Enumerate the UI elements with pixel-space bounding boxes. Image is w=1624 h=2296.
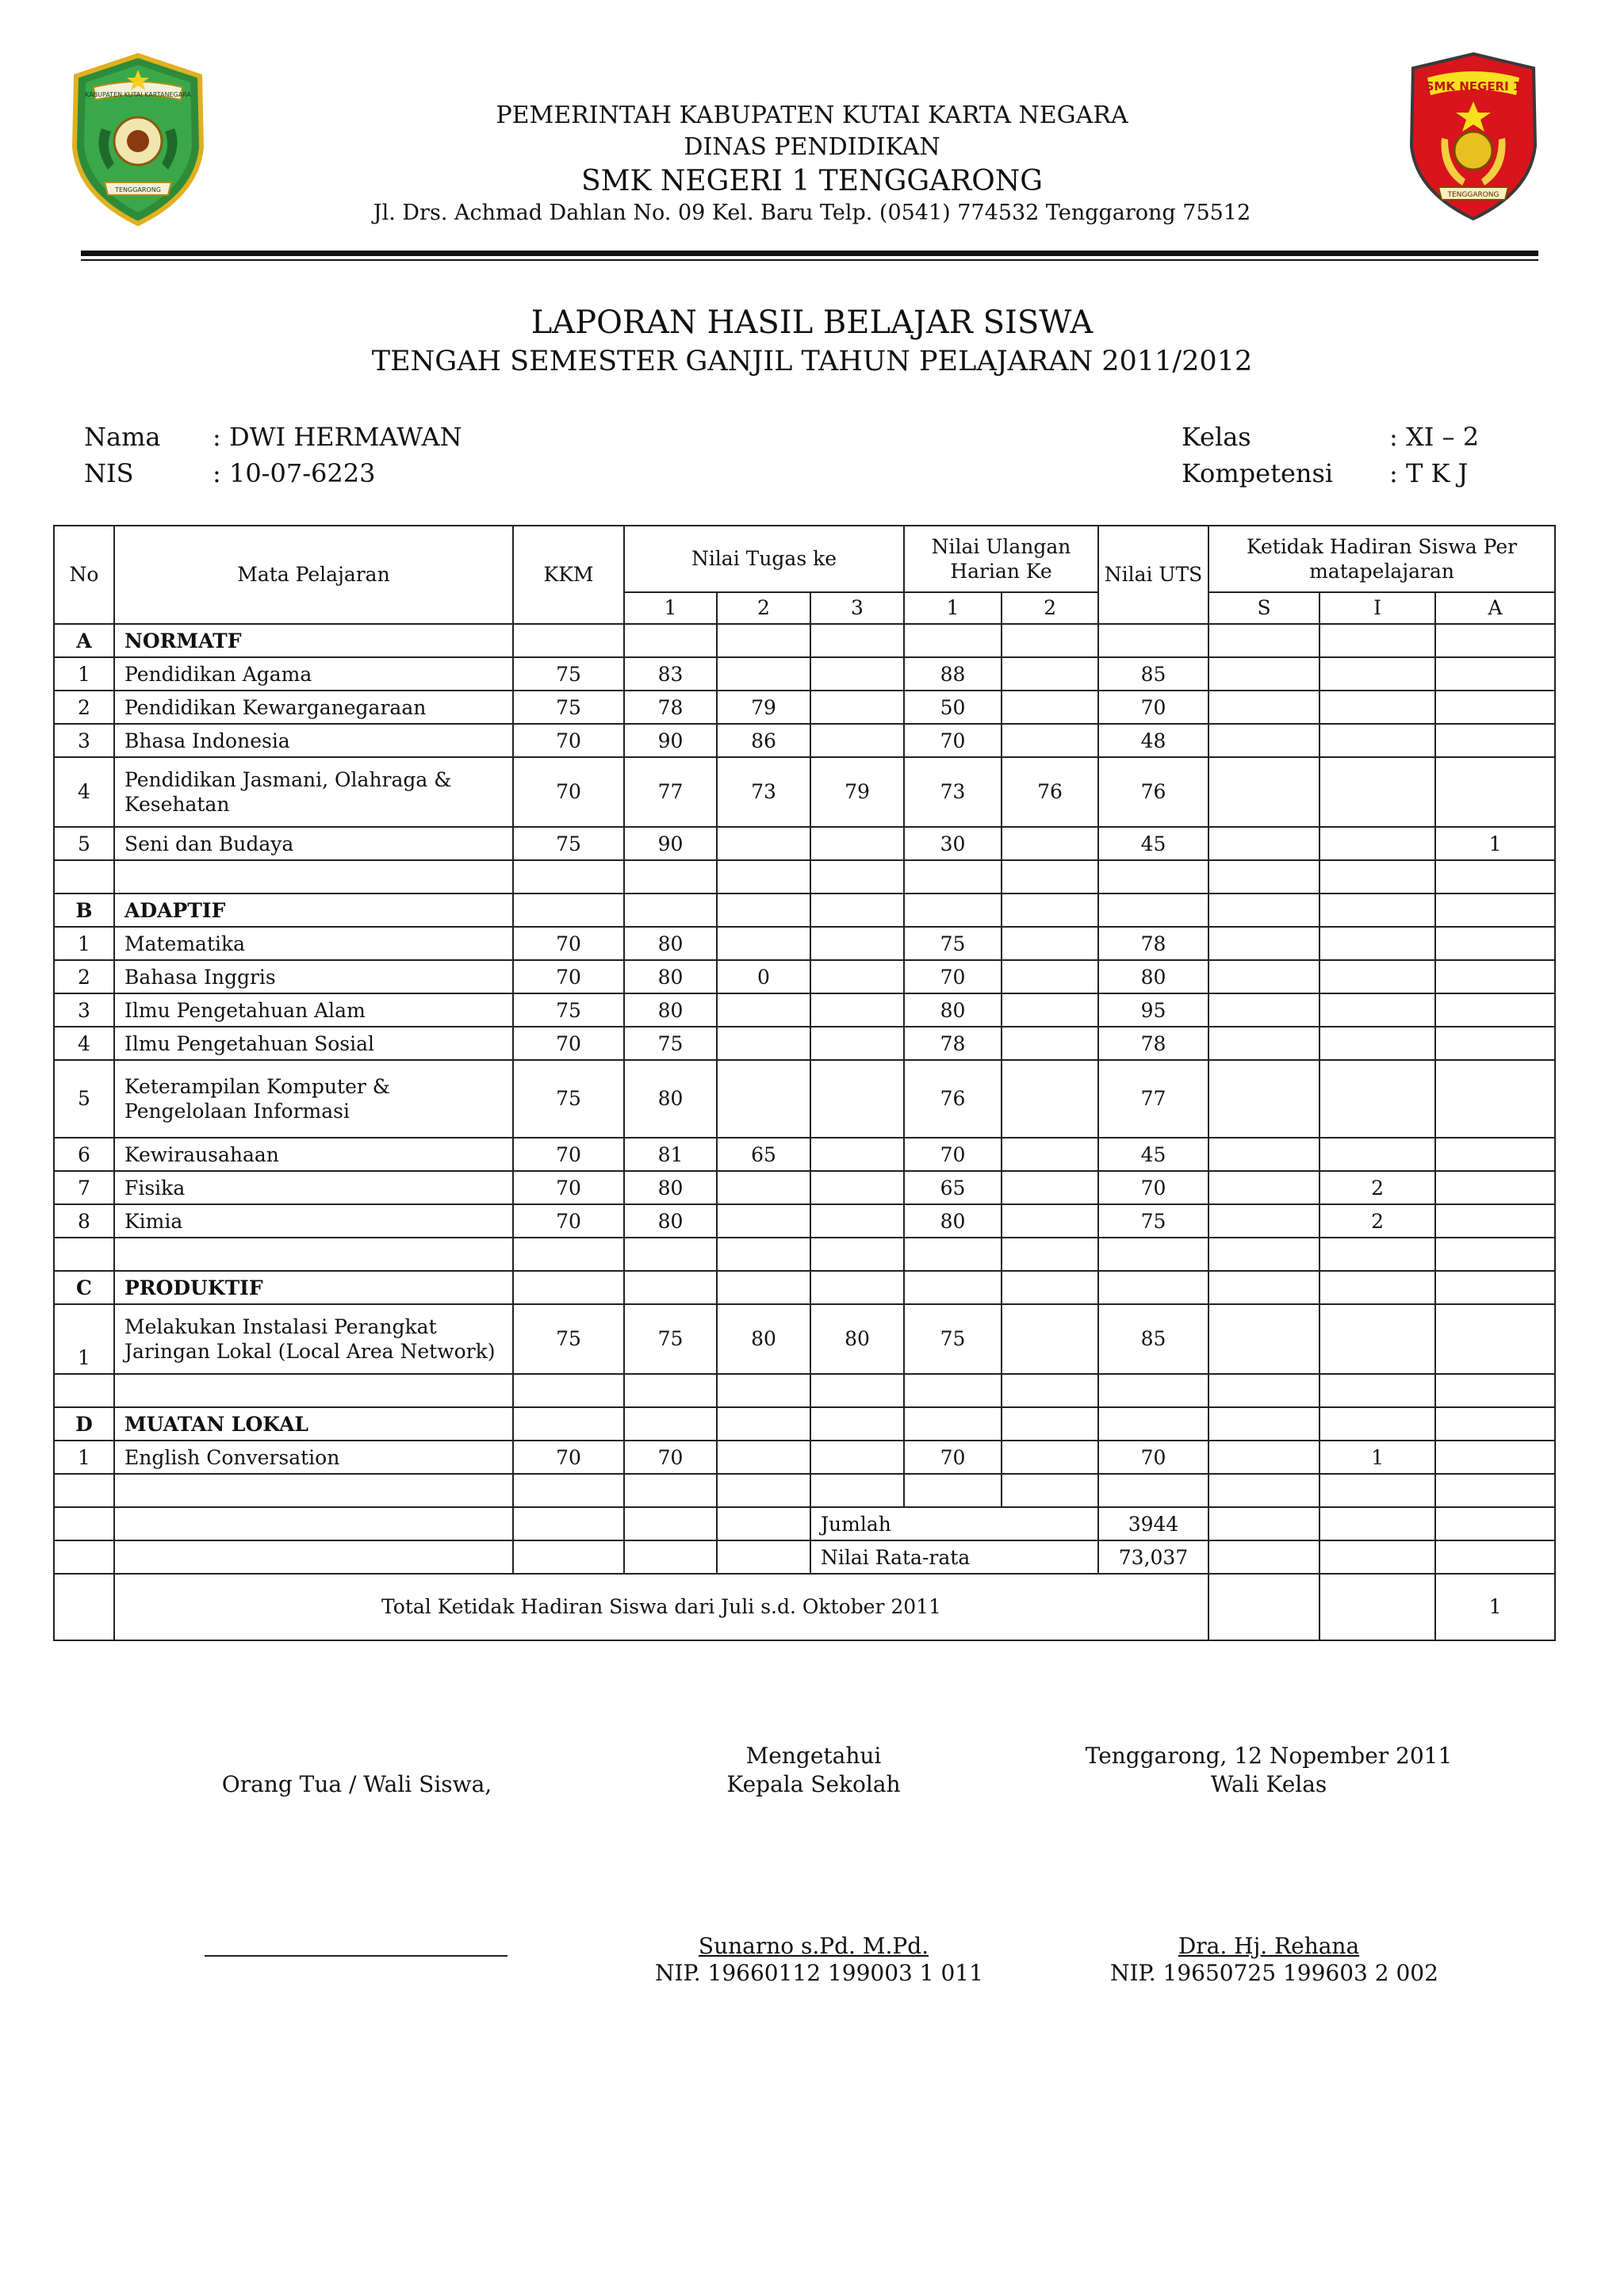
cell-mapel: Kewirausahaan — [114, 1138, 513, 1171]
subject-row — [54, 1304, 1555, 1374]
total-absence-i — [1320, 1574, 1435, 1640]
nis-label: NIS — [84, 458, 134, 488]
rata-rata-row — [54, 1540, 1555, 1574]
cell-alpa — [1435, 1060, 1555, 1138]
cell-ulangan-1: 88 — [904, 657, 1002, 691]
mengetahui-label: Mengetahui — [745, 1743, 882, 1769]
report-title: LAPORAN HASIL BELAJAR SISWA — [530, 304, 1094, 341]
cell-tugas-2 — [717, 1171, 810, 1204]
cell-sakit — [1208, 993, 1320, 1027]
section-name: MUATAN LOKAL — [114, 1407, 513, 1441]
cell-uts: 85 — [1098, 657, 1208, 691]
cell-tugas-3 — [810, 960, 904, 993]
cell-ulangan-1: 70 — [904, 1138, 1002, 1171]
cell-izin — [1320, 1138, 1435, 1171]
cell-izin — [1320, 691, 1435, 724]
letterhead-rule-thick — [81, 251, 1538, 256]
cell-alpa — [1435, 691, 1555, 724]
header-kkm: KKM — [513, 526, 624, 624]
section-name: ADAPTIF — [114, 894, 513, 927]
cell-uts: 75 — [1098, 1204, 1208, 1238]
cell-kkm: 75 — [513, 657, 624, 691]
cell-tugas-3 — [810, 827, 904, 860]
cell-alpa: 1 — [1435, 827, 1555, 860]
cell-mapel: Pendidikan Agama — [114, 657, 513, 691]
cell-izin: 2 — [1320, 1204, 1435, 1238]
kelas-label: Kelas — [1182, 422, 1251, 452]
cell-sakit — [1208, 657, 1320, 691]
wali-kelas-nip: NIP. 19650725 199603 2 002 — [1110, 1960, 1438, 1986]
cell-uts: 95 — [1098, 993, 1208, 1027]
cell-alpa — [1435, 1441, 1555, 1474]
cell-uts: 70 — [1098, 1171, 1208, 1204]
cell-kkm: 70 — [513, 1027, 624, 1060]
cell-alpa — [1435, 927, 1555, 960]
cell-tugas-2 — [717, 993, 810, 1027]
jumlah-row — [54, 1507, 1555, 1540]
subject-row — [54, 827, 1555, 860]
header-tugas: Nilai Tugas ke — [624, 526, 904, 592]
cell-kkm: 70 — [513, 1171, 624, 1204]
cell-alpa — [1435, 1171, 1555, 1204]
subject-row — [54, 657, 1555, 691]
parent-signature-line — [205, 1955, 508, 1957]
cell-tugas-2: 79 — [717, 691, 810, 724]
cell-ulangan-1: 70 — [904, 1441, 1002, 1474]
cell-ulangan-2 — [1002, 1138, 1098, 1171]
cell-no: 2 — [54, 691, 114, 724]
cell-tugas-1: 80 — [624, 927, 717, 960]
total-absence-row — [54, 1574, 1555, 1640]
cell-uts: 85 — [1098, 1304, 1208, 1374]
grades-table — [53, 525, 1556, 1641]
table-header-row — [54, 526, 1555, 592]
subject-row — [54, 757, 1555, 827]
cell-no: 1 — [54, 1304, 114, 1374]
header-tugas-1: 1 — [624, 592, 717, 624]
cell-tugas-2: 73 — [717, 757, 810, 827]
grades-body — [54, 624, 1555, 1507]
cell-kkm: 75 — [513, 827, 624, 860]
subject-row — [54, 1441, 1555, 1474]
cell-tugas-2 — [717, 1060, 810, 1138]
cell-ulangan-1: 80 — [904, 1204, 1002, 1238]
cell-alpa — [1435, 993, 1555, 1027]
total-absence-s — [1208, 1574, 1320, 1640]
cell-ulangan-2 — [1002, 1060, 1098, 1138]
cell-ulangan-1: 65 — [904, 1171, 1002, 1204]
cell-sakit — [1208, 1171, 1320, 1204]
cell-mapel: Pendidikan Kewarganegaraan — [114, 691, 513, 724]
subject-row — [54, 960, 1555, 993]
cell-mapel: Matematika — [114, 927, 513, 960]
subject-row — [54, 1138, 1555, 1171]
nis-value: : 10-07-6223 — [213, 458, 376, 488]
cell-uts: 48 — [1098, 724, 1208, 757]
cell-uts: 70 — [1098, 1441, 1208, 1474]
cell-sakit — [1208, 927, 1320, 960]
cell-ulangan-2 — [1002, 993, 1098, 1027]
place-date: Tenggarong, 12 Nopember 2011 — [1085, 1743, 1453, 1769]
header-izin: I — [1320, 592, 1435, 624]
cell-tugas-3 — [810, 1060, 904, 1138]
cell-ulangan-1: 80 — [904, 993, 1002, 1027]
cell-kkm: 70 — [513, 724, 624, 757]
cell-no: 5 — [54, 827, 114, 860]
cell-no: 2 — [54, 960, 114, 993]
cell-ulangan-2 — [1002, 960, 1098, 993]
blank-row — [54, 1474, 1555, 1507]
wali-kelas-label: Wali Kelas — [1210, 1771, 1327, 1797]
cell-sakit — [1208, 1027, 1320, 1060]
cell-alpa — [1435, 757, 1555, 827]
cell-tugas-1: 90 — [624, 827, 717, 860]
cell-tugas-3 — [810, 657, 904, 691]
section-code: D — [54, 1407, 114, 1441]
header-ulangan-2: 2 — [1002, 592, 1098, 624]
cell-mapel: Keterampilan Komputer & Pengelolaan Informasi — [114, 1060, 513, 1138]
cell-tugas-3 — [810, 1027, 904, 1060]
header-no: No — [54, 526, 114, 624]
cell-kkm: 70 — [513, 1138, 624, 1171]
cell-ulangan-1: 70 — [904, 724, 1002, 757]
cell-uts: 45 — [1098, 827, 1208, 860]
cell-no: 1 — [54, 1441, 114, 1474]
cell-sakit — [1208, 1304, 1320, 1374]
cell-tugas-2 — [717, 927, 810, 960]
cell-ulangan-2 — [1002, 927, 1098, 960]
cell-no: 1 — [54, 927, 114, 960]
cell-tugas-3 — [810, 1204, 904, 1238]
cell-tugas-1: 75 — [624, 1304, 717, 1374]
cell-ulangan-2: 76 — [1002, 757, 1098, 827]
cell-ulangan-2 — [1002, 1441, 1098, 1474]
total-absence-label: Total Ketidak Hadiran Siswa dari Juli s.d. Oktober 2011 — [114, 1574, 1208, 1640]
cell-kkm: 70 — [513, 927, 624, 960]
kepala-sekolah-name: Sunarno s.Pd. M.Pd. — [698, 1933, 929, 1959]
cell-alpa — [1435, 724, 1555, 757]
cell-izin — [1320, 1304, 1435, 1374]
section-code: B — [54, 894, 114, 927]
letterhead-rule-thin — [81, 259, 1538, 261]
cell-sakit — [1208, 724, 1320, 757]
cell-sakit — [1208, 827, 1320, 860]
blank-row — [54, 860, 1555, 894]
section-code: A — [54, 624, 114, 657]
subject-row — [54, 1060, 1555, 1138]
emblem-top-text: KABUPATEN KUTAI KARTANEGARA — [85, 91, 191, 98]
jumlah-value: 3944 — [1098, 1507, 1208, 1540]
cell-izin — [1320, 757, 1435, 827]
cell-alpa — [1435, 960, 1555, 993]
cell-tugas-3: 79 — [810, 757, 904, 827]
cell-sakit — [1208, 1060, 1320, 1138]
cell-sakit — [1208, 1138, 1320, 1171]
parent-signature-label: Orang Tua / Wali Siswa, — [221, 1771, 492, 1797]
cell-tugas-2 — [717, 827, 810, 860]
cell-ulangan-2 — [1002, 724, 1098, 757]
cell-alpa — [1435, 1304, 1555, 1374]
cell-tugas-1: 80 — [624, 993, 717, 1027]
cell-no: 4 — [54, 757, 114, 827]
kepala-sekolah-label: Kepala Sekolah — [726, 1771, 901, 1797]
rata-rata-value: 73,037 — [1098, 1540, 1208, 1574]
cell-uts: 80 — [1098, 960, 1208, 993]
cell-tugas-1: 70 — [624, 1441, 717, 1474]
header-tugas-2: 2 — [717, 592, 810, 624]
cell-uts: 45 — [1098, 1138, 1208, 1171]
header-mapel: Mata Pelajaran — [114, 526, 513, 624]
letterhead-department: DINAS PENDIDIKAN — [684, 133, 940, 161]
cell-tugas-3 — [810, 1441, 904, 1474]
cell-ulangan-2 — [1002, 1171, 1098, 1204]
cell-ulangan-1: 75 — [904, 1304, 1002, 1374]
cell-tugas-1: 80 — [624, 1171, 717, 1204]
cell-kkm: 75 — [513, 1060, 624, 1138]
cell-mapel: Pendidikan Jasmani, Olahraga & Kesehatan — [114, 757, 513, 827]
school-emblem-text: SMK NEGERI 1 — [1425, 79, 1522, 94]
cell-tugas-3 — [810, 724, 904, 757]
cell-tugas-1: 77 — [624, 757, 717, 827]
cell-tugas-1: 75 — [624, 1027, 717, 1060]
subject-row — [54, 1204, 1555, 1238]
cell-uts: 76 — [1098, 757, 1208, 827]
cell-tugas-1: 80 — [624, 960, 717, 993]
cell-kkm: 70 — [513, 757, 624, 827]
cell-tugas-1: 80 — [624, 1060, 717, 1138]
letterhead-school-name: SMK NEGERI 1 TENGGARONG — [581, 165, 1043, 197]
cell-uts: 70 — [1098, 691, 1208, 724]
section-code: C — [54, 1271, 114, 1304]
cell-tugas-2 — [717, 1027, 810, 1060]
cell-tugas-3 — [810, 927, 904, 960]
cell-no: 3 — [54, 724, 114, 757]
cell-ulangan-1: 73 — [904, 757, 1002, 827]
letterhead-address: Jl. Drs. Achmad Dahlan No. 09 Kel. Baru Telp. (0541) 774532 Tenggarong 75512 — [373, 201, 1251, 225]
cell-izin — [1320, 724, 1435, 757]
cell-tugas-2: 0 — [717, 960, 810, 993]
cell-no: 7 — [54, 1171, 114, 1204]
cell-ulangan-1: 78 — [904, 1027, 1002, 1060]
section-header-row — [54, 1271, 1555, 1304]
cell-ulangan-2 — [1002, 657, 1098, 691]
cell-tugas-2 — [717, 1204, 810, 1238]
subject-row — [54, 1171, 1555, 1204]
section-header-row — [54, 894, 1555, 927]
header-ulangan: Nilai Ulangan Harian Ke — [904, 526, 1098, 592]
rata-rata-label: Nilai Rata-rata — [810, 1540, 1098, 1574]
cell-mapel: Ilmu Pengetahuan Sosial — [114, 1027, 513, 1060]
blank-row — [54, 1374, 1555, 1407]
header-uts: Nilai UTS — [1098, 526, 1208, 624]
cell-ulangan-1: 70 — [904, 960, 1002, 993]
cell-alpa — [1435, 657, 1555, 691]
cell-ulangan-2 — [1002, 1027, 1098, 1060]
cell-ulangan-1: 75 — [904, 927, 1002, 960]
cell-mapel: Kimia — [114, 1204, 513, 1238]
emblem-motto-text: TENGGARONG — [115, 186, 161, 193]
cell-no: 3 — [54, 993, 114, 1027]
header-alpa: A — [1435, 592, 1555, 624]
cell-tugas-1: 83 — [624, 657, 717, 691]
cell-kkm: 70 — [513, 960, 624, 993]
header-sakit: S — [1208, 592, 1320, 624]
cell-ulangan-1: 76 — [904, 1060, 1002, 1138]
cell-ulangan-2 — [1002, 827, 1098, 860]
cell-tugas-3 — [810, 1138, 904, 1171]
cell-tugas-2 — [717, 1441, 810, 1474]
cell-tugas-1: 81 — [624, 1138, 717, 1171]
section-header-row — [54, 624, 1555, 657]
jumlah-label: Jumlah — [810, 1507, 1098, 1540]
cell-no: 5 — [54, 1060, 114, 1138]
kompetensi-label: Kompetensi — [1182, 458, 1334, 488]
cell-izin — [1320, 927, 1435, 960]
header-tugas-3: 3 — [810, 592, 904, 624]
cell-mapel: Bhasa Indonesia — [114, 724, 513, 757]
cell-kkm: 75 — [513, 993, 624, 1027]
cell-izin — [1320, 1060, 1435, 1138]
cell-ulangan-2 — [1002, 691, 1098, 724]
cell-tugas-3 — [810, 691, 904, 724]
cell-sakit — [1208, 757, 1320, 827]
cell-kkm: 75 — [513, 691, 624, 724]
cell-sakit — [1208, 960, 1320, 993]
cell-sakit — [1208, 1204, 1320, 1238]
blank-row — [54, 1238, 1555, 1271]
cell-izin: 1 — [1320, 1441, 1435, 1474]
cell-alpa — [1435, 1027, 1555, 1060]
cell-tugas-2: 65 — [717, 1138, 810, 1171]
report-subtitle: TENGAH SEMESTER GANJIL TAHUN PELAJARAN 2011/2012 — [371, 346, 1253, 377]
cell-uts: 77 — [1098, 1060, 1208, 1138]
cell-kkm: 70 — [513, 1204, 624, 1238]
cell-mapel: Ilmu Pengetahuan Alam — [114, 993, 513, 1027]
cell-mapel: Fisika — [114, 1171, 513, 1204]
cell-mapel: Seni dan Budaya — [114, 827, 513, 860]
letterhead-government: PEMERINTAH KABUPATEN KUTAI KARTA NEGARA — [496, 101, 1128, 129]
subject-row — [54, 1027, 1555, 1060]
cell-kkm: 75 — [513, 1304, 624, 1374]
nama-label: Nama — [84, 422, 161, 452]
header-ulangan-1: 1 — [904, 592, 1002, 624]
cell-no: 6 — [54, 1138, 114, 1171]
cell-sakit — [1208, 1441, 1320, 1474]
subject-row — [54, 724, 1555, 757]
cell-ulangan-2 — [1002, 1204, 1098, 1238]
section-name: NORMATF — [114, 624, 513, 657]
cell-mapel: Melakukan Instalasi Perangkat Jaringan Lokal (Local Area Network) — [114, 1304, 513, 1374]
cell-izin — [1320, 657, 1435, 691]
kompetensi-value: : T K J — [1389, 458, 1469, 488]
cell-izin — [1320, 960, 1435, 993]
nama-value: : DWI HERMAWAN — [213, 422, 462, 452]
cell-kkm: 70 — [513, 1441, 624, 1474]
cell-tugas-3 — [810, 993, 904, 1027]
cell-mapel: English Conversation — [114, 1441, 513, 1474]
cell-alpa — [1435, 1138, 1555, 1171]
cell-tugas-1: 90 — [624, 724, 717, 757]
cell-izin — [1320, 993, 1435, 1027]
subject-row — [54, 927, 1555, 960]
cell-mapel: Bahasa Inggris — [114, 960, 513, 993]
cell-tugas-2: 80 — [717, 1304, 810, 1374]
kepala-sekolah-nip: NIP. 19660112 199003 1 011 — [655, 1960, 983, 1986]
cell-tugas-2: 86 — [717, 724, 810, 757]
cell-no: 1 — [54, 657, 114, 691]
cell-ulangan-1: 50 — [904, 691, 1002, 724]
cell-no: 4 — [54, 1027, 114, 1060]
header-ketidakhadiran: Ketidak Hadiran Siswa Per matapelajaran — [1208, 526, 1555, 592]
section-name: PRODUKTIF — [114, 1271, 513, 1304]
cell-uts: 78 — [1098, 1027, 1208, 1060]
section-header-row — [54, 1407, 1555, 1441]
cell-no: 8 — [54, 1204, 114, 1238]
cell-izin — [1320, 1027, 1435, 1060]
cell-ulangan-1: 30 — [904, 827, 1002, 860]
subject-row — [54, 993, 1555, 1027]
cell-izin: 2 — [1320, 1171, 1435, 1204]
kelas-value: : XI – 2 — [1389, 422, 1480, 452]
cell-izin — [1320, 827, 1435, 860]
cell-sakit — [1208, 691, 1320, 724]
cell-tugas-3: 80 — [810, 1304, 904, 1374]
cell-uts: 78 — [1098, 927, 1208, 960]
cell-tugas-3 — [810, 1171, 904, 1204]
cell-ulangan-2 — [1002, 1304, 1098, 1374]
subject-row — [54, 691, 1555, 724]
cell-tugas-1: 80 — [624, 1204, 717, 1238]
school-emblem-sub: TENGGARONG — [1447, 191, 1500, 199]
total-absence-a: 1 — [1435, 1574, 1555, 1640]
cell-tugas-1: 78 — [624, 691, 717, 724]
cell-tugas-2 — [717, 657, 810, 691]
wali-kelas-name: Dra. Hj. Rehana — [1178, 1933, 1360, 1959]
cell-alpa — [1435, 1204, 1555, 1238]
